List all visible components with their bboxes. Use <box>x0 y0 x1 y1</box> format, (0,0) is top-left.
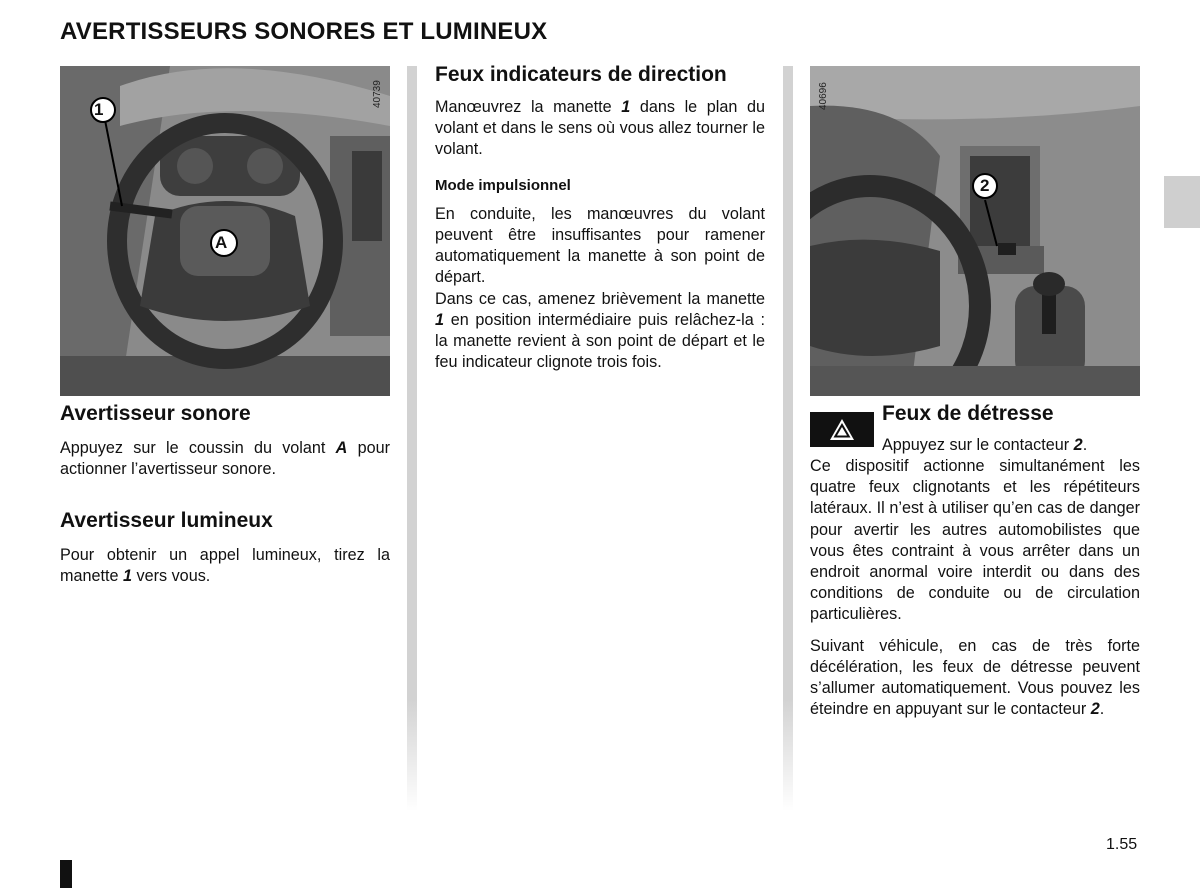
section-heading: Feux indicateurs de direction <box>435 63 727 86</box>
section-text: Pour obtenir un appel lumineux, tirez la manette 1 vers vous. <box>60 546 390 586</box>
section-heading: Avertisseur lumineux <box>60 509 273 532</box>
section-text: Manœuvrez la manette 1 dans le plan du volant et dans le sens où vous allez tourner le volant. Mode impulsionnel En conduite, les manœuvres du volant peuvent être insuffisantes pour ramener automatiquement la manette à son point de départ. Dans ce cas, amenez brièvement la manette 1 en position intermédiaire puis relâchez-la : la manette revient à son point de départ et le feu indicateur clignote trois fois. <box>435 98 765 372</box>
column-divider-left <box>407 66 417 811</box>
callout-a: A <box>215 233 228 252</box>
section-feux-indicateurs <box>435 63 765 373</box>
warning-triangle-icon <box>810 412 874 447</box>
section-avertisseur-lumineux <box>60 509 390 587</box>
section-heading-detresse: Feux de détresse <box>882 402 1054 425</box>
section-avertisseur-sonore <box>60 402 390 480</box>
page-number: 1.55 <box>1106 836 1138 853</box>
section-text-detresse: Ce dispositif actionne simultanément les quatre feux clignotants et les répétiteurs latéraux. Il n’est à utiliser qu’en cas de danger pour avertir les autres automobilistes que vous êtes contraint à vous arrêter dans un endroit anormal voire interdit ou dans des conditions de conduite ou de circulation particulières. Suivant véhicule, en cas de très forte décélération, les feux de détresse peuvent s’allumer automatiquement. Vous pouvez les éteindre en appuyant sur le contacteur 2. <box>810 457 1140 719</box>
section-text-detresse-intro: Appuyez sur le contacteur 2. <box>882 436 1088 454</box>
figure-code: 40696 <box>818 82 829 110</box>
column-divider-right <box>783 66 793 811</box>
section-text: Appuyez sur le coussin du volant A pour actionner l’avertisseur sonore. <box>60 439 390 479</box>
callout-1: 1 <box>94 100 104 119</box>
chapter-tab <box>1164 176 1200 228</box>
page-title: AVERTISSEURS SONORES ET LUMINEUX <box>60 18 548 45</box>
steering-wheel-figure <box>60 66 390 396</box>
hazard-switch-figure <box>810 66 1140 396</box>
figure-code: 40739 <box>372 80 383 108</box>
footer-mark <box>60 860 72 888</box>
subheading: Mode impulsionnel <box>435 176 571 194</box>
section-heading: Avertisseur sonore <box>60 402 251 425</box>
callout-2: 2 <box>980 176 990 195</box>
